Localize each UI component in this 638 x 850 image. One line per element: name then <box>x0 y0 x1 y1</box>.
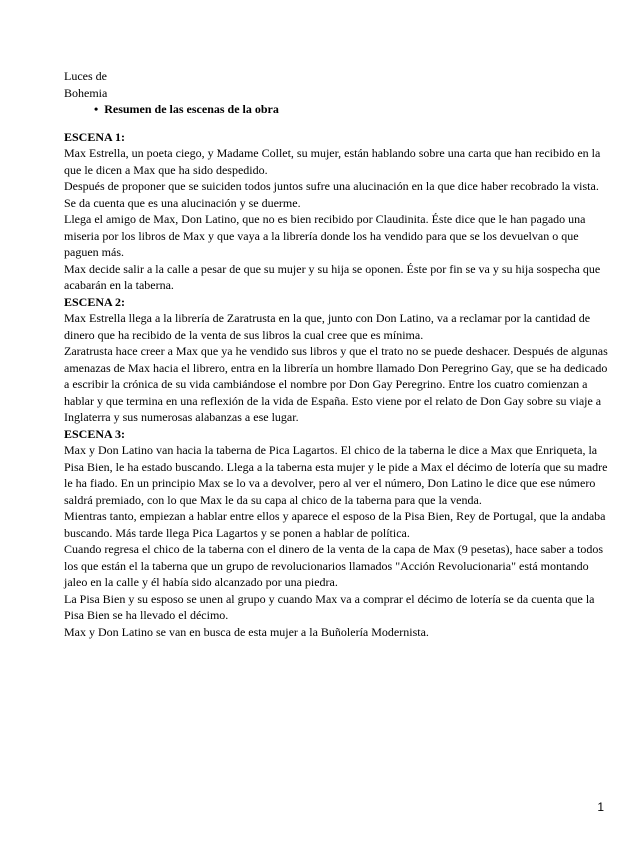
section-heading: ESCENA 1: <box>64 129 126 144</box>
paragraph: Max Estrella llega a la librería de Zaratrusta en la que, junto con Don Latino, va a reclamar por la cantidad de dinero que ha recibido de la venta de sus libros la cual cree que es mínima. <box>64 311 591 342</box>
title-line-1: Luces de <box>64 69 107 83</box>
paragraph: Después de proponer que se suiciden todos juntos sufre una alucinación en la que dice haber recobrado la vista. Se da cuenta que es una alucinación y se duerme. <box>64 179 599 210</box>
paragraph: Cuando regresa el chico de la taberna con el dinero de la venta de la capa de Max (9 pesetas), hace saber a todos los que están el la taberna que un grupo de revolucionarios llamados "Acción Revolucionaria" está montando jaleo en la calle y él había sido alcanzado por una piedra. <box>64 542 604 589</box>
paragraph: Max decide salir a la calle a pesar de que su mujer y su hija se oponen. Éste por fin se va y su hija sospecha que acabarán en la taberna. <box>64 261 601 292</box>
bullet-dot-icon: • <box>94 102 99 116</box>
paragraph: Mientras tanto, empiezan a hablar entre ellos y aparece el esposo de la Pisa Bien, Rey de Portugal, que la andaba buscando. Más tarde llega Pica Lagartos y se ponen a hablar de política. <box>64 509 606 540</box>
paragraph: Max Estrella, un poeta ciego, y Madame Collet, su mujer, están hablando sobre una carta que han recibido en la que le dicen a Max que ha sido despedido. <box>64 146 601 177</box>
paragraph: Max y Don Latino van hacia la taberna de Pica Lagartos. El chico de la taberna le dice a Max que Enriqueta, la Pisa Bien, le ha estado buscando. Llega a la taberna esta mujer y le pide a Max el décimo de lotería que su madre le ha fiado. En un principio Max se lo va a devolver, pero al ver el número, Don Latino le dice que ese número saldrá premiado, con lo que Max le da su capa al chico de la taberna para que la venda. <box>64 443 608 507</box>
title-line-2: Bohemia <box>64 85 108 100</box>
page-number: 1 <box>597 800 604 814</box>
paragraph: Max y Don Latino se van en busca de esta mujer a la Buñolería Modernista. <box>64 624 429 639</box>
document-page <box>64 68 609 640</box>
section-heading: ESCENA 3: <box>64 426 126 441</box>
section-heading: ESCENA 2: <box>64 294 126 309</box>
paragraph: Llega el amigo de Max, Don Latino, que no es bien recibido por Claudinita. Éste dice que le han pagado una miseria por los libros de Max y que vaya a la librería donde los ha vendido para que se los devuelvan o que paguen más. <box>64 212 586 259</box>
paragraph: Zaratrusta hace creer a Max que ya he vendido sus libros y que el trato no se puede deshacer. Después de algunas amenazas de Max hacia el librero, entra en la librería un hombre llamado Don Peregrino Gay, que se ha dedicado a escribir la crónica de su vida cambiándose el nombre por Don Gay Peregrino. Entre los cuatro comienzan a hablar y que termina en una reflexión de la vida de España. Esto viene por el relato de Don Gay sobre su viaje a Inglaterra y sus numerosas alabanzas a ese lugar. <box>64 344 608 424</box>
bullet-item <box>94 101 609 118</box>
paragraph: La Pisa Bien y su esposo se unen al grupo y cuando Max va a comprar el décimo de lotería se da cuenta que la Pisa Bien se ha llevado el décimo. <box>64 591 595 622</box>
bullet-text: Resumen de las escenas de la obra <box>104 102 279 116</box>
